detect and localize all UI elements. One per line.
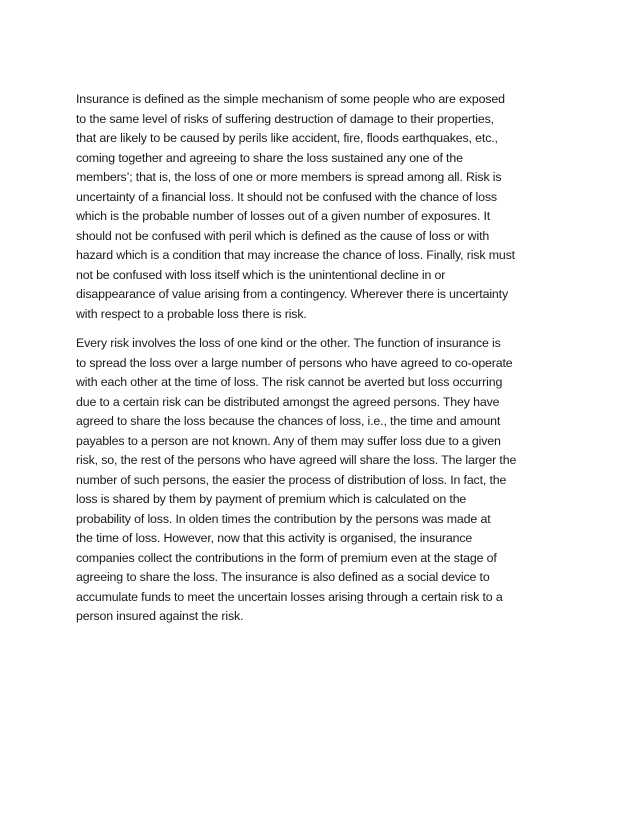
text-line: should not be confused with peril which is defined as the cause of loss or with [76,228,490,243]
text-line: that are likely to be caused by perils like accident, fire, floods earthquakes, etc., [76,131,498,145]
text-line: payables to a person are not known. Any of them may suffer loss due to a given [76,433,501,448]
text-line: accumulate funds to meet the uncertain losses arising through a certain risk to a [76,589,503,604]
text-line: with respect to a probable loss there is risk. [76,306,307,321]
text-line: Insurance is defined as the simple mechanism of some people who are exposed [76,92,505,106]
text-line: risk, so, the rest of the persons who have agreed will share the loss. The larger the [76,453,517,467]
text-line: agreed to share the loss because the chances of loss, i.e., the time and amount [76,414,501,428]
text-line: disappearance of value arising from a contingency. Wherever there is uncertainty [76,287,508,301]
text-line: to spread the loss over a large number of persons who have agreed to co-operate [76,355,513,370]
text-line: with each other at the time of loss. The risk cannot be averted but loss occurring [76,375,503,389]
text-line: hazard which is a condition that may increase the chance of loss. Finally, risk must [76,248,515,262]
text-line: agreeing to share the loss. The insurance is also defined as a social device to [76,570,490,584]
text-line: Every risk involves the loss of one kind or the other. The function of insurance is [76,336,501,350]
text-line: probability of loss. In olden times the contribution by the persons was made at [76,511,491,526]
text-line: the time of loss. However, now that this activity is organised, the insurance [76,531,473,545]
document-body [76,90,576,627]
paragraph-risk-spreading [76,334,576,627]
text-line: members’; that is, the loss of one or more members is spread among all. Risk is [76,170,502,184]
text-line: to the same level of risks of suffering destruction of damage to their properties, [76,111,494,126]
text-line: companies collect the contributions in the form of premium even at the stage of [76,550,497,565]
text-line: person insured against the risk. [76,609,244,623]
text-line: uncertainty of a financial loss. It should not be confused with the chance of loss [76,189,497,204]
text-line: which is the probable number of losses out of a given number of exposures. It [76,209,491,223]
text-line: not be confused with loss itself which is the unintentional decline in or [76,267,446,282]
text-line: coming together and agreeing to share the loss sustained any one of the [76,150,463,165]
paragraph-insurance-definition [76,90,576,324]
text-line: due to a certain risk can be distributed amongst the agreed persons. They have [76,394,500,409]
text-line: loss is shared by them by payment of premium which is calculated on the [76,492,467,506]
text-line: number of such persons, the easier the process of distribution of loss. In fact, the [76,472,507,487]
